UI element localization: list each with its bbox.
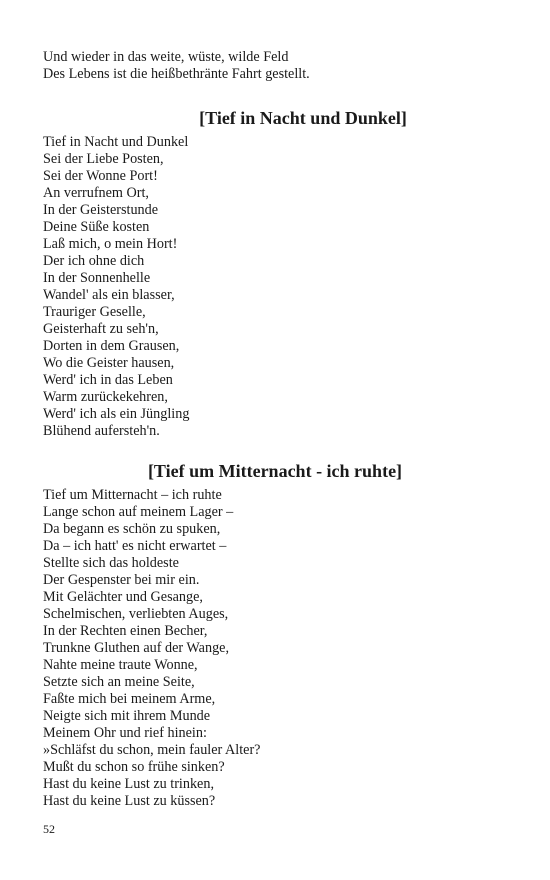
verse-line: Lange schon auf meinem Lager – [43,504,234,520]
verse-line: Wo die Geister hausen, [43,355,175,371]
verse-line: Tief in Nacht und Dunkel [43,134,189,150]
verse-line: Dorten in dem Grausen, [43,338,180,354]
verse-line: In der Sonnenhelle [43,270,151,286]
poem-title: [Tief in Nacht und Dunkel] [199,108,407,128]
verse-line: Nahte meine traute Wonne, [43,657,198,673]
verse-line: Faßte mich bei meinem Arme, [43,691,216,707]
poem-body [43,487,513,810]
verse-line: Und wieder in das weite, wüste, wilde Feld [43,49,289,65]
verse-line: Da – ich hatt' es nicht erwartet – [43,538,227,554]
verse-line: Des Lebens ist die heißbethränte Fahrt gestellt. [43,66,310,82]
verse-line: Schelmischen, verliebten Auges, [43,606,229,622]
poem-body [43,134,513,440]
page-number: 52 [43,822,55,836]
verse-line: Hast du keine Lust zu trinken, [43,776,214,792]
verse-line: Blühend aufersteh'n. [43,423,160,439]
verse-line: Da begann es schön zu spuken, [43,521,221,537]
verse-line: Der Gespenster bei mir ein. [43,572,200,588]
verse-line: Trunkne Gluthen auf der Wange, [43,640,230,656]
verse-line: An verrufnem Ort, [43,185,149,201]
verse-line: Werd' ich als ein Jüngling [43,406,190,422]
verse-line: In der Rechten einen Becher, [43,623,208,639]
poem-title: [Tief um Mitternacht - ich ruhte] [147,461,403,481]
verse-line: Setzte sich an meine Seite, [43,674,195,690]
verse-line: Wandel' als ein blasser, [43,287,175,303]
verse-line: Meinem Ohr und rief hinein: [43,725,207,741]
verse-line: Warm zurückekehren, [43,389,168,405]
verse-line: Hast du keine Lust zu küssen? [43,793,216,809]
verse-line: Deine Süße kosten [43,219,150,235]
verse-line: Laß mich, o mein Hort! [43,236,178,252]
verse-line: Neigte sich mit ihrem Munde [43,708,211,724]
verse-line: Trauriger Geselle, [43,304,146,320]
verse-line: »Schläfst du schon, mein fauler Alter? [43,742,261,758]
verse-line: Sei der Liebe Posten, [43,151,164,167]
verse-line: Tief um Mitternacht – ich ruhte [43,487,222,503]
verse-line: In der Geisterstunde [43,202,159,218]
intro-verse [43,49,513,83]
verse-line: Mußt du schon so frühe sinken? [43,759,225,775]
verse-line: Mit Gelächter und Gesange, [43,589,203,605]
verse-line: Stellte sich das holdeste [43,555,179,571]
verse-line: Geisterhaft zu seh'n, [43,321,159,337]
verse-line: Werd' ich in das Leben [43,372,173,388]
verse-line: Der ich ohne dich [43,253,145,269]
verse-line: Sei der Wonne Port! [43,168,158,184]
